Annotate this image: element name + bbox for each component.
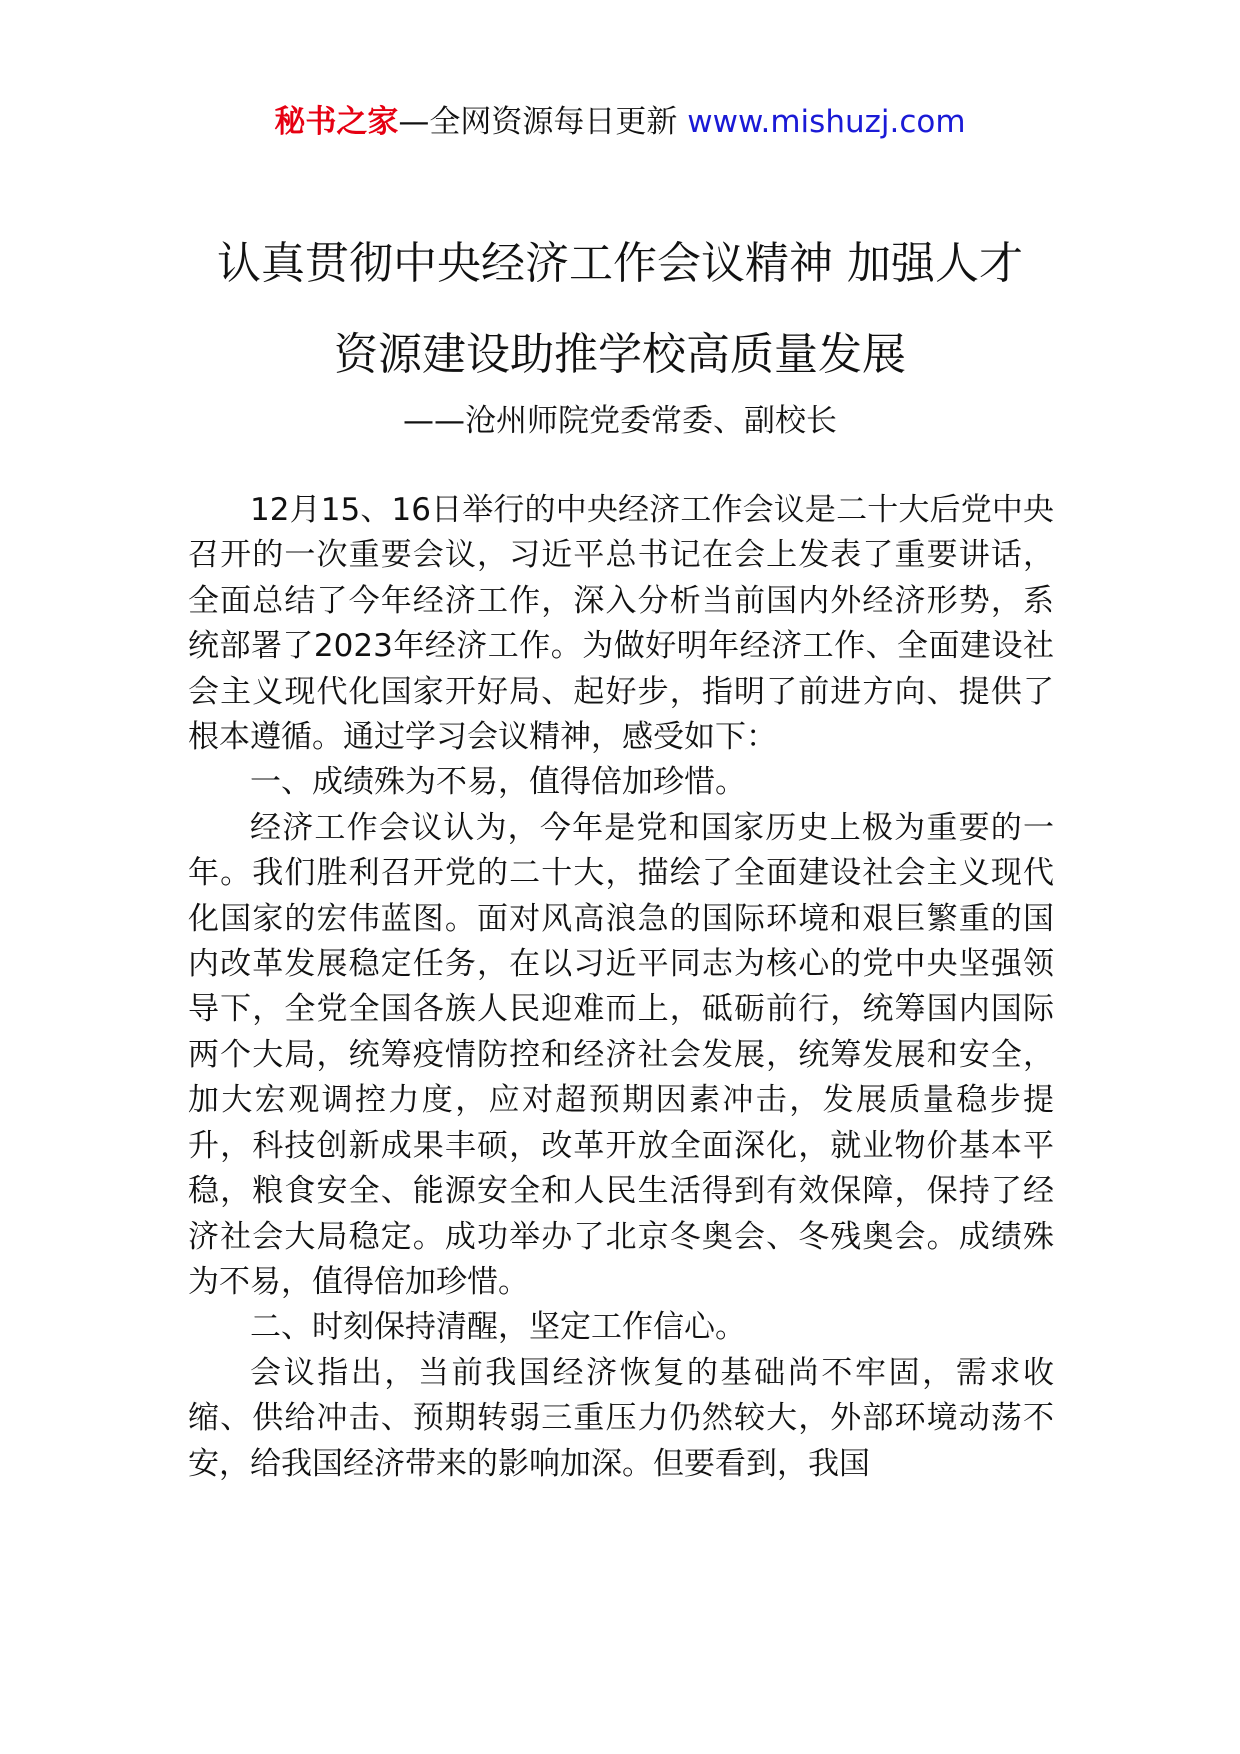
section-heading: 二、时刻保持清醒，坚定工作信心。: [250, 1309, 746, 1346]
site-tagline: —全网资源每日更新: [398, 104, 688, 140]
section-heading: 一、成绩殊为不易，值得倍加珍惜。: [250, 764, 746, 801]
document-title-line-2: 资源建设助推学校高质量发展: [334, 329, 906, 380]
document-body: [188, 488, 1054, 1487]
site-url-link[interactable]: www.mishuzj.com: [687, 104, 966, 140]
document-byline: ——沧州师院党委常委、副校长: [403, 403, 837, 439]
site-brand: 秘书之家: [274, 104, 399, 140]
body-paragraph: 会议指出，当前我国经济恢复的基础尚不牢固，需求收缩、供给冲击、预期转弱三重压力仍然较大，外部环境动荡不安，给我国经济带来的影响加深。但要看到，我国: [188, 1354, 1054, 1482]
document-title-line-1: 认真贯彻中央经济工作会议精神 加强人才: [217, 238, 1023, 289]
site-header: [0, 100, 1240, 144]
body-paragraph: 经济工作会议认为，今年是党和国家历史上极为重要的一年。我们胜利召开党的二十大，描绘了全面建设社会主义现代化国家的宏伟蓝图。面对风高浪急的国际环境和艰巨繁重的国内改革发展稳定任务，在以习近平同志为核心的党中央坚强领导下，全党全国各族人民迎难而上，砥砺前行，统筹国内国际两个大局，统筹疫情防控和经济社会发展，统筹发展和安全，加大宏观调控力度，应对超预期因素冲击，发展质量稳步提升，科技创新成果丰硕，改革开放全面深化，就业物价基本平稳，粮食安全、能源安全和人民生活得到有效保障，保持了经济社会大局稳定。成功举办了北京冬奥会、冬残奥会。成绩殊为不易，值得倍加珍惜。: [188, 809, 1054, 1300]
body-paragraph: 12月15、16日举行的中央经济工作会议是二十大后党中央召开的一次重要会议，习近平总书记在会上发表了重要讲话，全面总结了今年经济工作，深入分析当前国内外经济形势，系统部署了2023年经济工作。为做好明年经济工作、全面建设社会主义现代化国家开好局、起好步，指明了前进方向、提供了根本遵循。通过学习会议精神，感受如下：: [188, 492, 1054, 756]
